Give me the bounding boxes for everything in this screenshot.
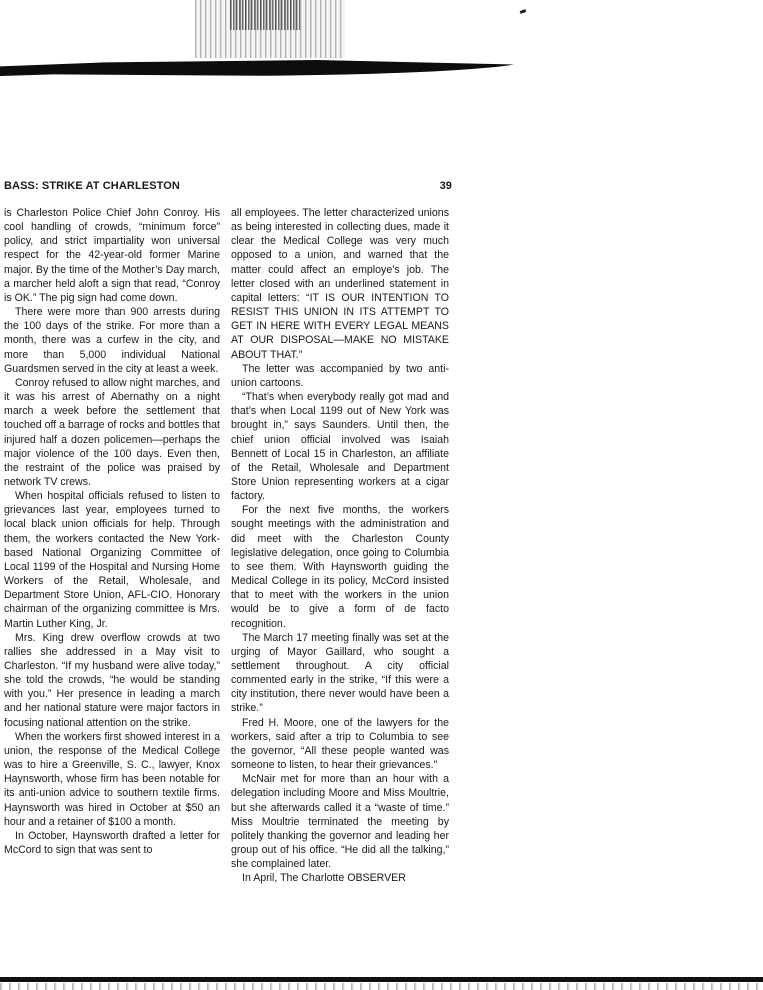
paragraph: Mrs. King drew overflow crowds at two rallies she addressed in a May visit to Charleston. “If my husband were alive today,” she told the crowds, “he would be standing with you.” Her presence in leading a march and her national stature were major factors in focusing national attention on the strike.: [4, 631, 220, 729]
bottom-rule: [0, 977, 763, 982]
left-column: [4, 206, 220, 857]
paragraph: For the next five months, the workers sought meetings with the administration and did meet with the Charleston County legislative delegation, once going to Columbia to see them. With Haynsworth guiding the Medical College in its policy, McCord insisted that to meet with the workers in the union would be to give a form of de facto recognition.: [231, 504, 449, 630]
paragraph: In April, The Charlotte OBSERVER: [242, 872, 406, 885]
paragraph: The March 17 meeting finally was set at the urging of Mayor Gaillard, who sought a settlement throughout. A city official commented early in the strike, “If this were a city institution, there never would have been a strike.”: [231, 631, 449, 715]
page-header: [4, 180, 452, 194]
paragraph: There were more than 900 arrests during the 100 days of the strike. For more than a month, there was a curfew in the city, and more than 5,000 individual National Guardsmen served in the city at least a week.: [4, 306, 220, 375]
right-column: [231, 206, 449, 886]
scan-artifact: [520, 9, 527, 14]
paragraph: The letter was accompanied by two anti-union cartoons.: [231, 362, 449, 389]
running-head: BASS: STRIKE AT CHARLESTON: [4, 180, 180, 192]
paragraph: is Charleston Police Chief John Conroy. His cool handling of crowds, “minimum force” policy, and strict impartiality won universal respect for the 42-year-old former Marine major. By the time of the Mother’s Day march, a marcher held aloft a sign that read, “Conroy is OK.” The pig sign had come down.: [4, 207, 220, 304]
page-number: 39: [439, 180, 452, 192]
paragraph: Fred H. Moore, one of the lawyers for the workers, said after a trip to Columbia to see the governor, “All these people wanted was someone to listen, to hear their grievances.”: [231, 716, 449, 772]
paragraph: Conroy refused to allow night marches, and it was his arrest of Abernathy on a night march a week before the settlement that touched off a barrage of rocks and bottles that injured half a dozen policemen—perhaps the major violence of the 100 days. Even then, the restraint of the police was praised by network TV crews.: [4, 376, 220, 488]
paragraph: When hospital officials refused to listen to grievances last year, employees turned to local black union officials for help. Through them, the workers contacted the New York-based National Organizing Committee of Local 1199 of the Hospital and Nursing Home Workers of the Retail, Wholesale, and Department Store Union, AFL-CIO. Honorary chairman of the organizing committee is Mrs. Martin Luther King, Jr.: [4, 490, 220, 630]
scan-artifact: [230, 0, 300, 30]
paragraph: McNair met for more than an hour with a delegation including Moore and Miss Moultrie, but she afterwards called it a “waste of time.” Miss Moultrie terminated the meeting by politely thanking the governor and leading her group out of his office. “He did all the talking,” she complained later.: [231, 773, 449, 871]
scan-artifact: [0, 983, 763, 990]
paragraph: all employees. The letter characterized unions as being interested in collecting dues, made it clear the Medical College was very much opposed to a union, and warned that the matter could affect an employe’s job. The letter closed with an underlined statement in capital letters: “IT IS OUR INTENTION TO RESIST THIS UNION IN ITS ATTEMPT TO GET IN HERE WITH EVERY LEGAL MEANS AT OUR DISPOSAL—MAKE NO MISTAKE ABOUT THAT.”: [231, 207, 449, 361]
paragraph: In October, Haynsworth drafted a letter for McCord to sign that was sent to: [4, 829, 220, 857]
paragraph: “That’s when everybody really got mad and that’s when Local 1199 out of New York was brought in,” says Saunders. Until then, the chief union official involved was Isaiah Bennett of Local 15 in Charleston, an affiliate of the Retail, Wholesale and Department Store Union representing workers at a cigar factory.: [231, 391, 449, 503]
paragraph: When the workers first showed interest in a union, the response of the Medical College was to hire a Greenville, S. C., lawyer, Knox Haynsworth, whose firm has been notable for its anti-union advice to southern textile firms. Haynsworth was hired in October at $50 an hour and a retainer of $100 a month.: [4, 730, 220, 828]
top-scan-bar: [0, 60, 527, 76]
